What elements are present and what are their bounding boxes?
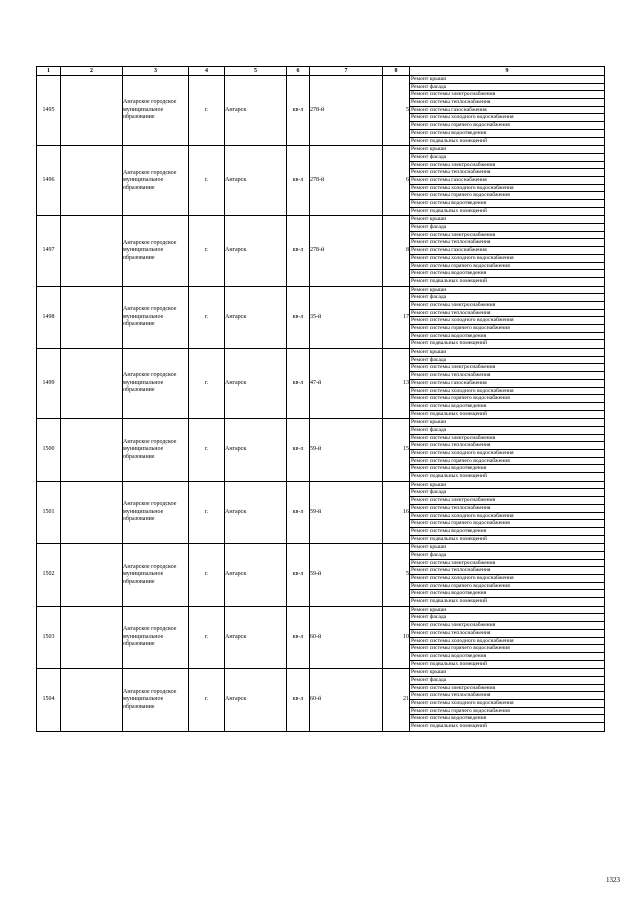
record-number: 1499	[37, 349, 61, 419]
repair-work-item: Ремонт фасада	[410, 677, 604, 685]
repair-works-list	[410, 349, 605, 419]
header-row	[37, 67, 605, 76]
repair-works-list	[410, 606, 605, 669]
header-col-6: 6	[287, 67, 310, 76]
settlement-name: Ангарск	[225, 76, 287, 146]
repair-work-item: Ремонт подвальных помещений	[411, 207, 488, 214]
repair-works-list	[410, 481, 605, 544]
repair-work-item: Ремонт системы теплоснабжения	[410, 692, 604, 700]
repair-work-item: Ремонт фасада	[410, 357, 604, 365]
empty-cell	[61, 146, 123, 216]
repair-work-item: Ремонт системы горячего водоснабжения	[410, 122, 604, 130]
street-name: 59-й	[310, 481, 383, 544]
house-number: 5	[383, 544, 410, 607]
street-type: кв-л	[287, 544, 310, 607]
house-number: 16	[383, 481, 410, 544]
empty-cell	[61, 419, 123, 482]
record-number: 1502	[37, 544, 61, 607]
house-number: 10	[383, 606, 410, 669]
repair-work-item: Ремонт системы холодного водоснабжения	[410, 700, 604, 708]
street-name: 278-й	[310, 146, 383, 216]
table-row	[37, 146, 605, 216]
street-name: 278-й	[310, 216, 383, 286]
repair-work-item: Ремонт подвальных помещений	[411, 473, 488, 480]
repair-work-item: Ремонт крыши	[410, 544, 604, 552]
header-col-1: 1	[37, 67, 61, 76]
repair-work-item: Ремонт системы электроснабжения	[410, 162, 604, 170]
repair-work-item: Ремонт системы водоотведения	[410, 590, 604, 598]
repair-work-item: Ремонт подвальных помещений	[411, 137, 488, 144]
settlement-type: г.	[189, 146, 225, 216]
repair-work-item: Ремонт фасада	[410, 84, 604, 92]
house-number: 6	[383, 146, 410, 216]
repair-work-item: Ремонт системы водоотведения	[410, 130, 604, 138]
empty-cell	[61, 76, 123, 146]
municipality: Ангарское городское муниципальное образование	[123, 286, 189, 349]
empty-cell	[61, 606, 123, 669]
repair-work-item: Ремонт системы газоснабжения	[410, 380, 604, 388]
record-number: 1498	[37, 286, 61, 349]
repair-work-item: Ремонт системы холодного водоснабжения	[410, 638, 604, 646]
table-row	[37, 76, 605, 146]
record-number: 1500	[37, 419, 61, 482]
table-row	[37, 606, 605, 669]
page-number: 1323	[606, 876, 620, 884]
repair-work-item: Ремонт крыши	[410, 349, 604, 357]
repair-work-item: Ремонт фасада	[410, 427, 604, 435]
repair-work-item: Ремонт системы водоотведения	[410, 653, 604, 661]
record-number: 1497	[37, 216, 61, 286]
empty-cell	[61, 216, 123, 286]
settlement-name: Ангарск	[225, 544, 287, 607]
table-row	[37, 216, 605, 286]
repair-work-item: Ремонт системы горячего водоснабжения	[410, 325, 604, 333]
repair-work-item: Ремонт системы холодного водоснабжения	[410, 450, 604, 458]
table-row	[37, 481, 605, 544]
empty-cell	[61, 669, 123, 732]
repair-work-item: Ремонт системы теплоснабжения	[410, 372, 604, 380]
street-name: 60-й	[310, 606, 383, 669]
street-name: 59-й	[310, 544, 383, 607]
street-type: кв-л	[287, 669, 310, 732]
header-col-8: 8	[383, 67, 410, 76]
repair-work-item: Ремонт системы электроснабжения	[410, 364, 604, 372]
repair-works-list	[410, 216, 605, 286]
repair-work-item: Ремонт системы теплоснабжения	[410, 442, 604, 450]
street-type: кв-л	[287, 419, 310, 482]
settlement-name: Ангарск	[225, 286, 287, 349]
repair-work-item: Ремонт системы теплоснабжения	[410, 630, 604, 638]
street-type: кв-л	[287, 216, 310, 286]
repair-work-item: Ремонт крыши	[410, 287, 604, 295]
settlement-name: Ангарск	[225, 481, 287, 544]
table-row	[37, 544, 605, 607]
repair-work-item: Ремонт подвальных помещений	[411, 535, 488, 542]
street-name: 35-й	[310, 286, 383, 349]
repair-work-item: Ремонт системы горячего водоснабжения	[410, 263, 604, 271]
repair-work-item: Ремонт системы водоотведения	[410, 528, 604, 536]
record-number: 1503	[37, 606, 61, 669]
repair-work-item: Ремонт крыши	[410, 607, 604, 615]
repair-work-item: Ремонт системы теплоснабжения	[410, 169, 604, 177]
repair-work-item: Ремонт системы электроснабжения	[410, 560, 604, 568]
repair-work-item: Ремонт системы электроснабжения	[410, 232, 604, 240]
settlement-name: Ангарск	[225, 216, 287, 286]
street-type: кв-л	[287, 606, 310, 669]
repair-work-item: Ремонт системы холодного водоснабжения	[410, 513, 604, 521]
settlement-name: Ангарск	[225, 606, 287, 669]
repair-works-list	[410, 544, 605, 607]
house-number: 17	[383, 286, 410, 349]
repair-work-item: Ремонт системы электроснабжения	[410, 302, 604, 310]
repair-work-item: Ремонт системы электроснабжения	[410, 497, 604, 505]
repair-work-item: Ремонт системы холодного водоснабжения	[410, 255, 604, 263]
repair-work-item: Ремонт системы теплоснабжения	[410, 505, 604, 513]
repair-work-item: Ремонт системы горячего водоснабжения	[410, 192, 604, 200]
repair-work-item: Ремонт системы горячего водоснабжения	[410, 708, 604, 716]
repair-work-item: Ремонт системы водоотведения	[410, 403, 604, 411]
municipality: Ангарское городское муниципальное образование	[123, 349, 189, 419]
house-number: 13	[383, 349, 410, 419]
repair-work-item: Ремонт крыши	[410, 146, 604, 154]
record-number: 1495	[37, 76, 61, 146]
house-number: 5	[383, 76, 410, 146]
repair-works-list	[410, 76, 605, 146]
repair-work-item: Ремонт системы газоснабжения	[410, 247, 604, 255]
repair-work-item: Ремонт подвальных помещений	[411, 340, 488, 347]
repair-work-item: Ремонт крыши	[410, 482, 604, 490]
repair-work-item: Ремонт системы горячего водоснабжения	[410, 645, 604, 653]
repair-work-item: Ремонт системы водоотведения	[410, 333, 604, 341]
header-col-4: 4	[189, 67, 225, 76]
street-name: 60-й	[310, 669, 383, 732]
record-number: 1504	[37, 669, 61, 732]
settlement-type: г.	[189, 419, 225, 482]
empty-cell	[61, 349, 123, 419]
repair-work-item: Ремонт системы холодного водоснабжения	[410, 317, 604, 325]
table-row	[37, 669, 605, 732]
repair-works-list	[410, 146, 605, 216]
repair-work-item: Ремонт крыши	[410, 216, 604, 224]
repair-work-item: Ремонт системы холодного водоснабжения	[410, 575, 604, 583]
settlement-name: Ангарск	[225, 349, 287, 419]
repair-work-item: Ремонт подвальных помещений	[411, 410, 488, 417]
street-type: кв-л	[287, 76, 310, 146]
municipality: Ангарское городское муниципальное образование	[123, 606, 189, 669]
header-col-3: 3	[123, 67, 189, 76]
record-number: 1496	[37, 146, 61, 216]
settlement-name: Ангарск	[225, 146, 287, 216]
house-number: 8	[383, 216, 410, 286]
repair-work-item: Ремонт фасада	[410, 294, 604, 302]
repair-work-item: Ремонт фасада	[410, 224, 604, 232]
table-row	[37, 419, 605, 482]
repair-work-item: Ремонт фасада	[410, 614, 604, 622]
municipality: Ангарское городское муниципальное образование	[123, 481, 189, 544]
repair-work-item: Ремонт системы горячего водоснабжения	[410, 583, 604, 591]
settlement-type: г.	[189, 544, 225, 607]
settlement-type: г.	[189, 669, 225, 732]
street-name: 59-й	[310, 419, 383, 482]
repair-work-item: Ремонт системы электроснабжения	[410, 91, 604, 99]
settlement-type: г.	[189, 286, 225, 349]
repair-work-item: Ремонт подвальных помещений	[411, 723, 488, 730]
municipality: Ангарское городское муниципальное образование	[123, 544, 189, 607]
repair-work-item: Ремонт системы холодного водоснабжения	[410, 388, 604, 396]
repair-work-item: Ремонт системы горячего водоснабжения	[410, 395, 604, 403]
repair-work-item: Ремонт системы теплоснабжения	[410, 567, 604, 575]
repair-work-item: Ремонт системы горячего водоснабжения	[410, 520, 604, 528]
street-type: кв-л	[287, 146, 310, 216]
house-number: 21	[383, 669, 410, 732]
repair-work-item: Ремонт подвальных помещений	[411, 660, 488, 667]
repair-work-item: Ремонт системы теплоснабжения	[410, 310, 604, 318]
repair-work-item: Ремонт фасада	[410, 154, 604, 162]
repair-work-item: Ремонт системы электроснабжения	[410, 622, 604, 630]
street-type: кв-л	[287, 286, 310, 349]
repair-work-item: Ремонт подвальных помещений	[411, 277, 488, 284]
header-col-7: 7	[310, 67, 383, 76]
repair-register-table	[36, 66, 605, 732]
header-col-9: 9	[410, 67, 605, 76]
municipality: Ангарское городское муниципальное образование	[123, 669, 189, 732]
street-name: 47-й	[310, 349, 383, 419]
repair-works-list	[410, 419, 605, 482]
municipality: Ангарское городское муниципальное образование	[123, 146, 189, 216]
repair-work-item: Ремонт системы теплоснабжения	[410, 99, 604, 107]
repair-work-item: Ремонт системы газоснабжения	[410, 107, 604, 115]
street-type: кв-л	[287, 481, 310, 544]
table-row	[37, 349, 605, 419]
repair-work-item: Ремонт крыши	[410, 76, 604, 84]
record-number: 1501	[37, 481, 61, 544]
header-col-2: 2	[61, 67, 123, 76]
settlement-type: г.	[189, 606, 225, 669]
repair-work-item: Ремонт системы электроснабжения	[410, 435, 604, 443]
municipality: Ангарское городское муниципальное образование	[123, 419, 189, 482]
street-type: кв-л	[287, 349, 310, 419]
repair-work-item: Ремонт системы водоотведения	[410, 465, 604, 473]
repair-work-item: Ремонт системы холодного водоснабжения	[410, 185, 604, 193]
municipality: Ангарское городское муниципальное образование	[123, 216, 189, 286]
empty-cell	[61, 286, 123, 349]
repair-work-item: Ремонт системы горячего водоснабжения	[410, 458, 604, 466]
empty-cell	[61, 481, 123, 544]
settlement-type: г.	[189, 76, 225, 146]
repair-work-item: Ремонт системы электроснабжения	[410, 685, 604, 693]
settlement-type: г.	[189, 481, 225, 544]
repair-work-item: Ремонт фасада	[410, 552, 604, 560]
repair-work-item: Ремонт системы водоотведения	[410, 270, 604, 278]
settlement-type: г.	[189, 349, 225, 419]
header-col-5: 5	[225, 67, 287, 76]
settlement-name: Ангарск	[225, 419, 287, 482]
repair-work-item: Ремонт системы водоотведения	[410, 200, 604, 208]
repair-work-item: Ремонт системы водоотведения	[410, 715, 604, 723]
repair-work-item: Ремонт системы теплоснабжения	[410, 239, 604, 247]
repair-work-item: Ремонт системы холодного водоснабжения	[410, 114, 604, 122]
repair-works-list	[410, 669, 605, 732]
settlement-type: г.	[189, 216, 225, 286]
table-row	[37, 286, 605, 349]
repair-work-item: Ремонт подвальных помещений	[411, 598, 488, 605]
repair-works-list	[410, 286, 605, 349]
table-body	[37, 76, 605, 732]
repair-work-item: Ремонт крыши	[410, 419, 604, 427]
settlement-name: Ангарск	[225, 669, 287, 732]
repair-work-item: Ремонт крыши	[410, 669, 604, 677]
repair-work-item: Ремонт фасада	[410, 489, 604, 497]
municipality: Ангарское городское муниципальное образование	[123, 76, 189, 146]
repair-work-item: Ремонт системы газоснабжения	[410, 177, 604, 185]
house-number: 15	[383, 419, 410, 482]
empty-cell	[61, 544, 123, 607]
street-name: 278-й	[310, 76, 383, 146]
